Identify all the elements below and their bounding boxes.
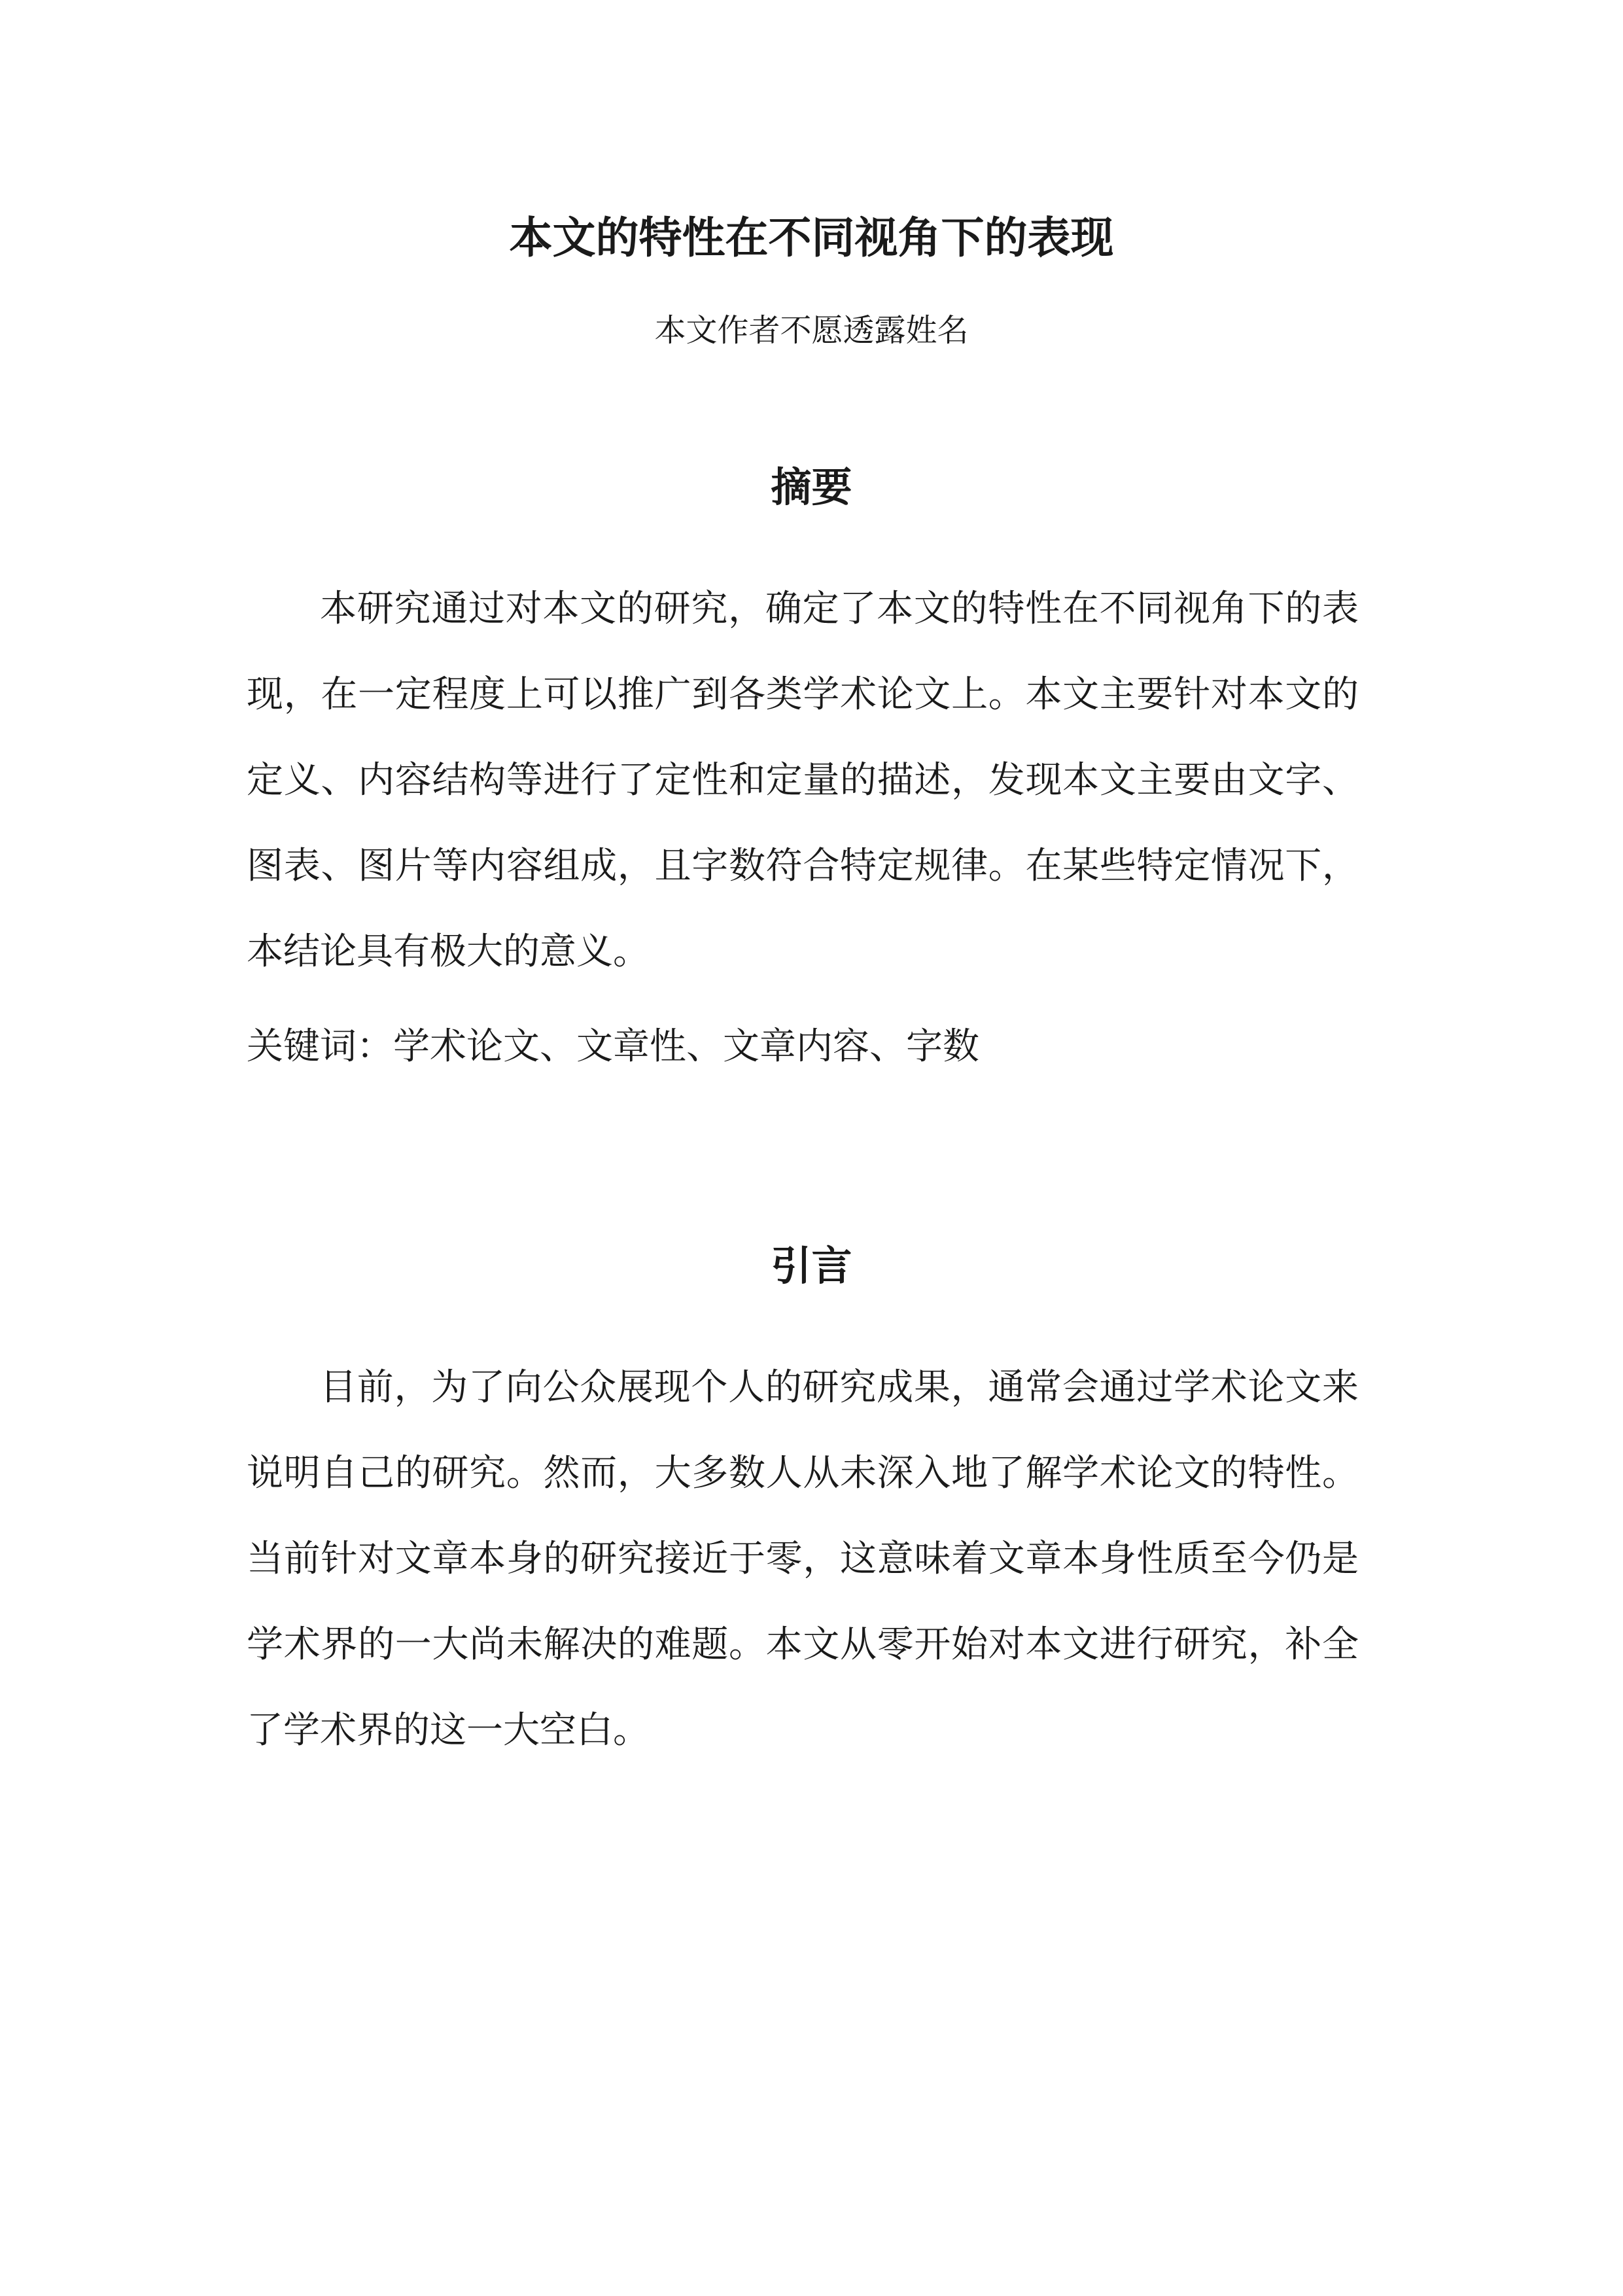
abstract-heading: 摘要 [771, 463, 852, 511]
keywords-line: 关键词：学术论文、文章性、文章内容、字数 [247, 1025, 979, 1068]
introduction-paragraph: 目前，为了向公众展现个人的研究成果，通常会通过学术论文来说明自己的研究。然而，大多数人从未深入地了解学术论文的特性。当前针对文章本身的研究接近于零，这意味着文章本身性质至今仍是学术界的一大尚未解决的难题。本文从零开始对本文进行研究，补全了学术界的这一大空白。 [247, 1366, 1359, 1752]
paper-author: 本文作者不愿透露姓名 [654, 312, 969, 349]
introduction-heading: 引言 [771, 1242, 852, 1290]
paper-title: 本文的特性在不同视角下的表现 [509, 212, 1114, 263]
abstract-paragraph: 本研究通过对本文的研究，确定了本文的特性在不同视角下的表现，在一定程度上可以推广到各类学术论文上。本文主要针对本文的定义、内容结构等进行了定性和定量的描述，发现本文主要由文字、图表、图片等内容组成，且字数符合特定规律。在某些特定情况下，本结论具有极大的意义。 [247, 588, 1359, 973]
